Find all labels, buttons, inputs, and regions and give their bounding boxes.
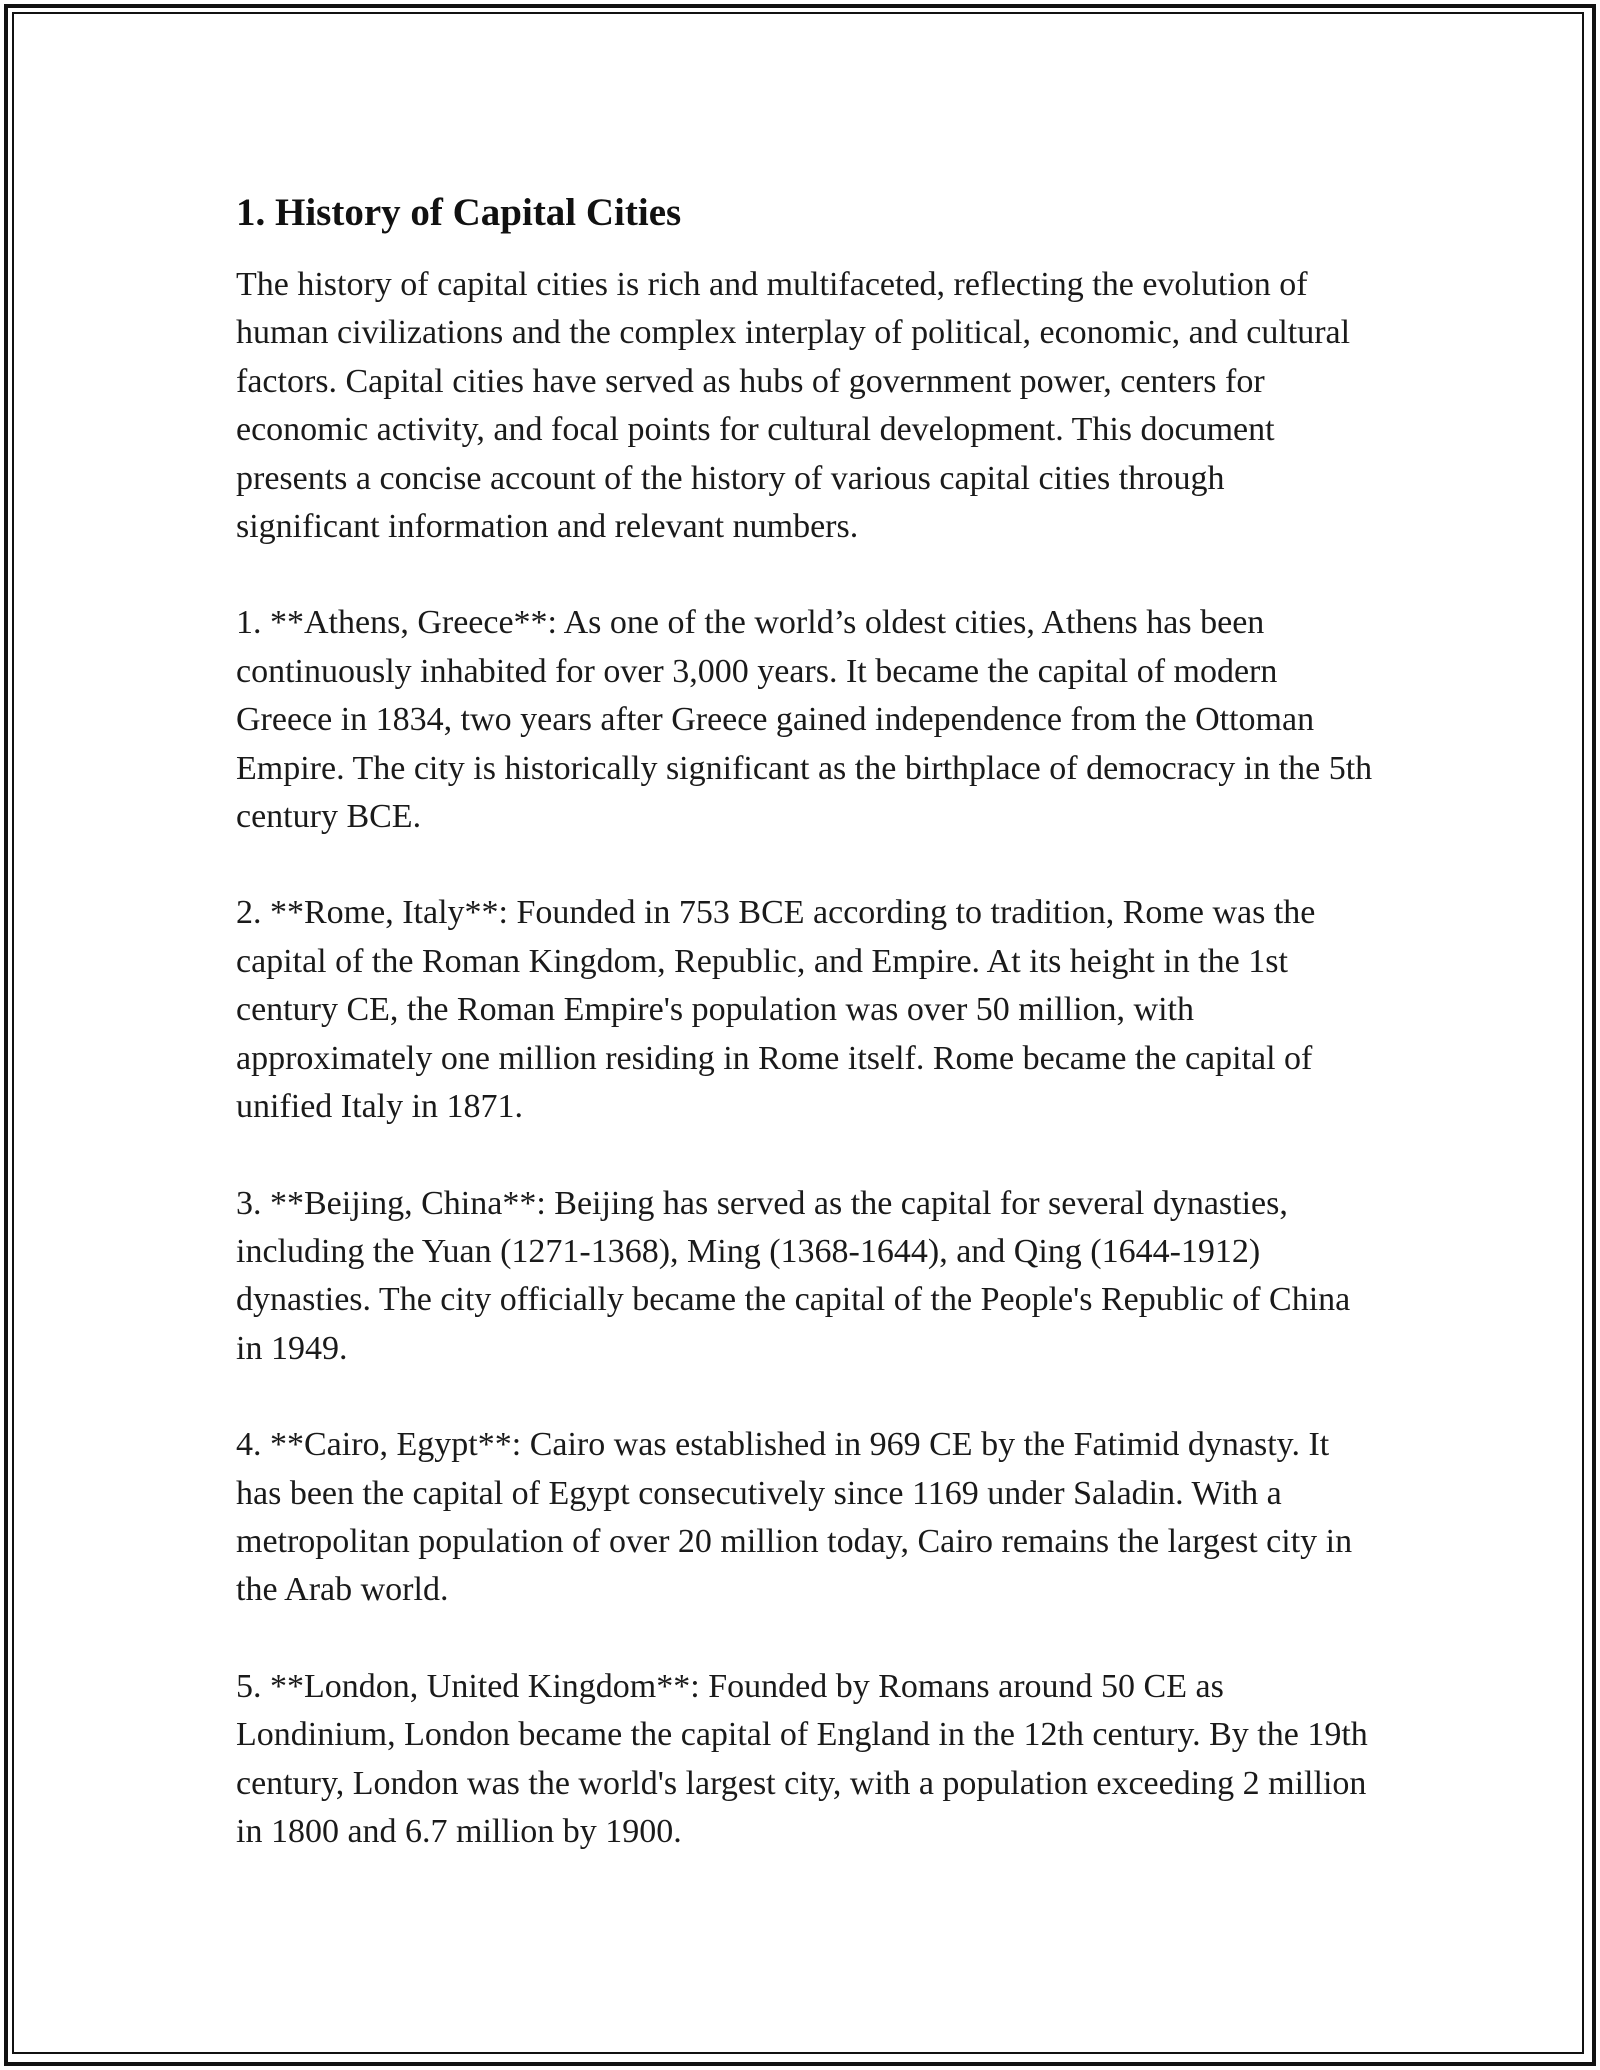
paragraph-beijing: 3. **Beijing, China**: Beijing has served as the capital for several dynasties, including the Yuan (1271-1368), Ming (1368-1644), and Qing (1644-1912) dynasties. The city officially became the capital of the People's Republic of China in 1949. [236, 1184, 1351, 1367]
document-body [236, 185, 1376, 1904]
paragraph-rome: 2. **Rome, Italy**: Founded in 753 BCE according to tradition, Rome was the capital of the Roman Kingdom, Republic, and Empire. At its height in the 1st century CE, the Roman Empire's population was over 50 million, with approximately one million residing in Rome itself. Rome became the capital of unified Italy in 1871. [236, 894, 1316, 1126]
paragraph-athens: 1. **Athens, Greece**: As one of the world’s oldest cities, Athens has been continuously inhabited for over 3,000 years. It became the capital of modern Greece in 1834, two years after Greece gained independence from the Ottoman Empire. The city is historically significant as the birthplace of democracy in the 5th century BCE. [236, 604, 1373, 836]
paragraph-cairo: 4. **Cairo, Egypt**: Cairo was established in 969 CE by the Fatimid dynasty. It has been the capital of Egypt consecutively since 1169 under Saladin. With a metropolitan population of over 20 million today, Cairo remains the largest city in the Arab world. [236, 1426, 1353, 1609]
intro-paragraph: The history of capital cities is rich and multifaceted, reflecting the evolution of human civilizations and the complex interplay of political, economic, and cultural factors. Capital cities have served as hubs of government power, centers for economic activity, and focal points for cultural development. This document presents a concise account of the history of various capital cities through significant information and relevant numbers. [236, 266, 1351, 546]
section-heading: 1. History of Capital Cities [236, 191, 682, 234]
paragraph-london: 5. **London, United Kingdom**: Founded by Romans around 50 CE as Londinium, London became the capital of England in the 12th century. By the 19th century, London was the world's largest city, with a population exceeding 2 million in 1800 and 6.7 million by 1900. [236, 1667, 1368, 1850]
